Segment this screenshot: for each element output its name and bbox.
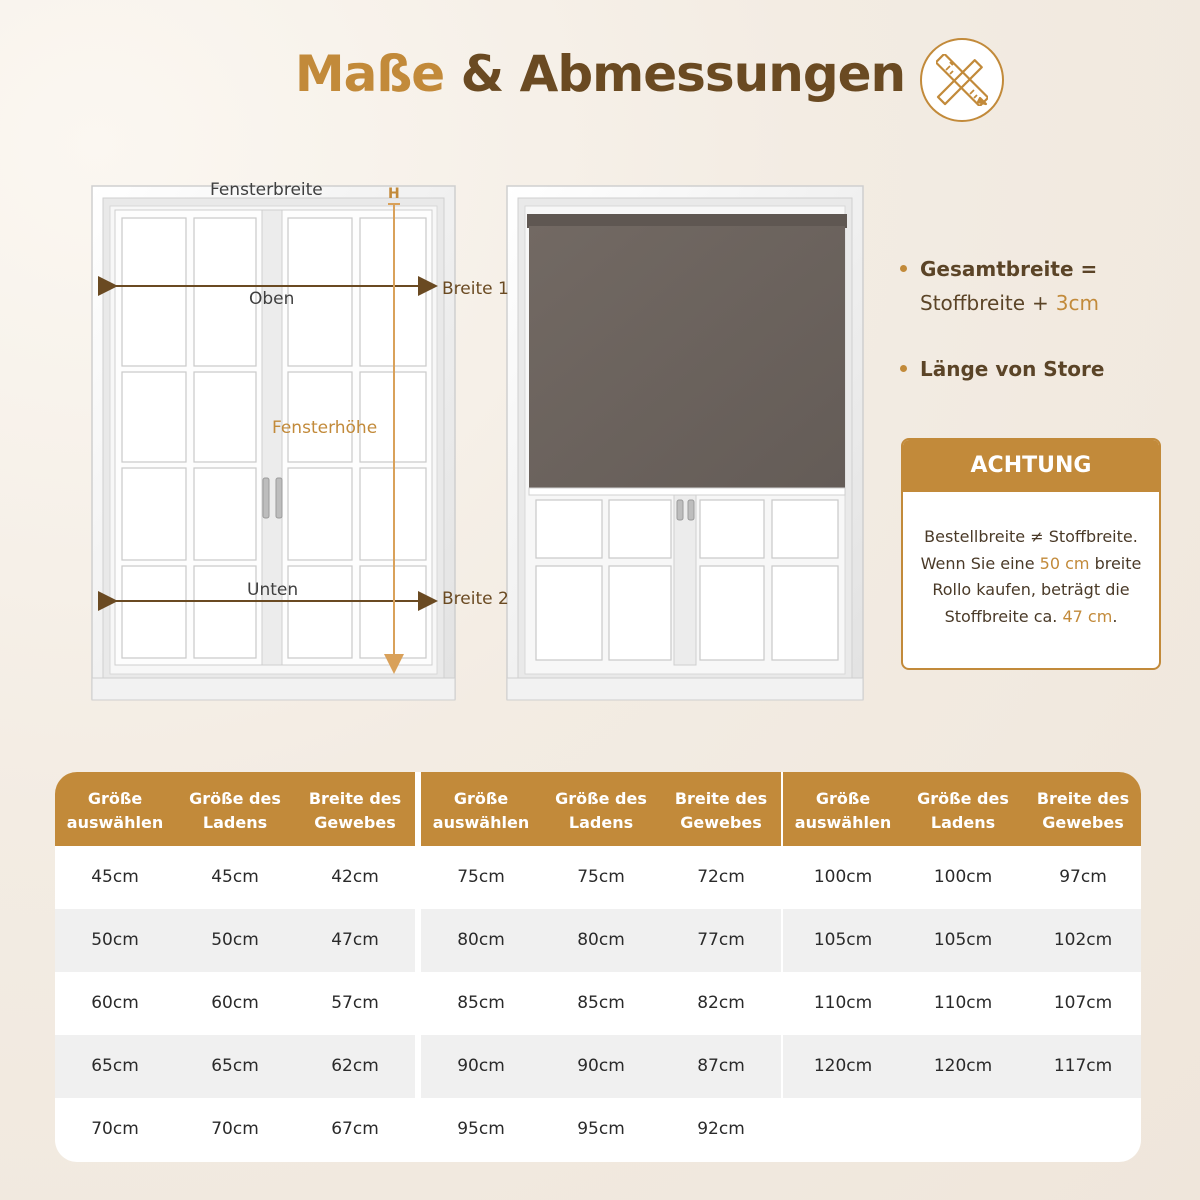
column-header (903, 787, 1023, 835)
label-fensterbreite: Fensterbreite (210, 180, 323, 200)
table-cell: 97cm (1059, 867, 1107, 887)
table-row-empty (783, 1098, 1141, 1161)
table-cell: 87cm (697, 1056, 745, 1076)
table-row (783, 909, 1141, 972)
column-header-line: Ladens (202, 813, 268, 832)
column-header-line: auswählen (432, 813, 530, 832)
column-header-line: auswählen (794, 813, 892, 832)
table-cell: 82cm (697, 993, 745, 1013)
warning-heading: ACHTUNG (903, 440, 1159, 492)
column-header-line: Breite des (308, 789, 402, 808)
table-row (421, 846, 781, 909)
table-cell: 60cm (91, 993, 139, 1013)
table-row (55, 972, 415, 1035)
table-cell: 117cm (1053, 1056, 1113, 1076)
table-cell: 45cm (91, 867, 139, 887)
table-cell: 90cm (457, 1056, 505, 1076)
table-cell: 100cm (813, 867, 873, 887)
table-cell: 120cm (933, 1056, 993, 1076)
column-header (1023, 787, 1141, 835)
table-cell: 110cm (933, 993, 993, 1013)
table-cell: 77cm (697, 930, 745, 950)
table-header (55, 772, 415, 846)
table-cell: 57cm (331, 993, 379, 1013)
column-header (661, 787, 781, 835)
warning-line-3: Rollo kaufen, beträgt die (932, 580, 1130, 599)
column-header (541, 787, 661, 835)
column-header (55, 787, 175, 835)
table-row (421, 1035, 781, 1098)
column-header-line: Breite des (1036, 789, 1130, 808)
column-header (421, 787, 541, 835)
table-cell: 95cm (457, 1119, 505, 1139)
table-row (783, 1035, 1141, 1098)
title-part-1: Maße (294, 45, 445, 103)
table-cell: 42cm (331, 867, 379, 887)
column-header-line: Gewebes (314, 813, 396, 832)
warning-47cm: 47 cm (1062, 606, 1113, 626)
column-header-line: Breite des (674, 789, 768, 808)
table-cell: 70cm (211, 1119, 259, 1139)
column-header-line: Größe des (189, 789, 281, 808)
window-left (92, 186, 455, 700)
column-header-line: Größe des (917, 789, 1009, 808)
table-cell: 80cm (577, 930, 625, 950)
warning-line-2c: breite (1094, 553, 1142, 573)
table-cell: 70cm (91, 1119, 139, 1139)
column-header-line: Ladens (568, 813, 634, 832)
column-header (295, 787, 415, 835)
table-cell: 67cm (331, 1119, 379, 1139)
table-cell: 105cm (813, 930, 873, 950)
label-oben: Oben (249, 289, 295, 309)
table-cell: 90cm (577, 1056, 625, 1076)
table-header (783, 772, 1141, 846)
column-header-line: Größe des (555, 789, 647, 808)
table-row (55, 1035, 415, 1098)
warning-line-4a: Stoffbreite ca. (944, 606, 1058, 626)
table-row (55, 1098, 415, 1161)
column-header-line: Größe (453, 789, 509, 808)
title-part-2: & Abmessungen (460, 45, 906, 103)
table-row (421, 972, 781, 1035)
size-table-group-3 (783, 772, 1141, 1162)
table-cell: 50cm (91, 930, 139, 950)
column-header-line: Gewebes (1042, 813, 1124, 832)
window-right (507, 186, 863, 700)
table-cell: 65cm (91, 1056, 139, 1076)
note-1-line-1: Gesamtbreite = (920, 257, 1098, 281)
table-cell: 75cm (577, 867, 625, 887)
warning-50cm: 50 cm (1039, 553, 1090, 573)
table-cell: 102cm (1053, 930, 1113, 950)
table-cell: 95cm (577, 1119, 625, 1139)
roller-blind (529, 226, 845, 492)
bullet-dot (900, 365, 907, 372)
label-h: H (388, 186, 400, 202)
table-cell: 45cm (211, 867, 259, 887)
warning-period: . (1112, 606, 1118, 626)
column-header-line: Gewebes (680, 813, 762, 832)
table-cell: 60cm (211, 993, 259, 1013)
column-header-line: auswählen (66, 813, 164, 832)
table-row (421, 1098, 781, 1161)
size-table (55, 772, 1141, 1162)
table-cell: 105cm (933, 930, 993, 950)
table-cell: 85cm (457, 993, 505, 1013)
table-cell: 50cm (211, 930, 259, 950)
table-row (783, 972, 1141, 1035)
table-cell: 47cm (331, 930, 379, 950)
table-row (55, 846, 415, 909)
table-cell: 85cm (577, 993, 625, 1013)
note-1-3cm: 3cm (1055, 291, 1099, 315)
column-header-line: Größe (815, 789, 871, 808)
note-laenge (900, 352, 1180, 386)
label-breite-1: Breite 1 (442, 279, 509, 299)
table-cell: 100cm (933, 867, 993, 887)
column-header (175, 787, 295, 835)
bullet-dot (900, 265, 907, 272)
column-header (783, 787, 903, 835)
warning-box (901, 438, 1161, 670)
warning-line-1: Bestellbreite ≠ Stoffbreite. (924, 527, 1138, 546)
table-row (783, 846, 1141, 909)
label-unten: Unten (247, 580, 299, 600)
table-cell: 80cm (457, 930, 505, 950)
table-cell: 72cm (697, 867, 745, 887)
note-1-plus: + (1032, 291, 1049, 315)
column-header-line: Größe (87, 789, 143, 808)
table-cell: 107cm (1053, 993, 1113, 1013)
table-header (421, 772, 781, 846)
table-cell: 65cm (211, 1056, 259, 1076)
warning-line-2a: Wenn Sie eine (920, 553, 1035, 573)
table-cell: 62cm (331, 1056, 379, 1076)
note-gesamtbreite (900, 252, 1180, 320)
table-row (55, 909, 415, 972)
size-table-group-1 (55, 772, 415, 1162)
table-row (421, 909, 781, 972)
table-cell: 92cm (697, 1119, 745, 1139)
table-cell: 110cm (813, 993, 873, 1013)
size-table-group-2 (421, 772, 781, 1162)
table-cell: 75cm (457, 867, 505, 887)
label-fensterhoehe: Fensterhöhe (272, 418, 378, 438)
table-cell: 120cm (813, 1056, 873, 1076)
measurement-notes (900, 252, 1180, 386)
note-2-text: Länge von Store (920, 357, 1105, 381)
label-breite-2: Breite 2 (442, 589, 509, 609)
warning-text (903, 492, 1159, 630)
note-1-stoffbreite: Stoffbreite (920, 291, 1026, 315)
column-header-line: Ladens (930, 813, 996, 832)
